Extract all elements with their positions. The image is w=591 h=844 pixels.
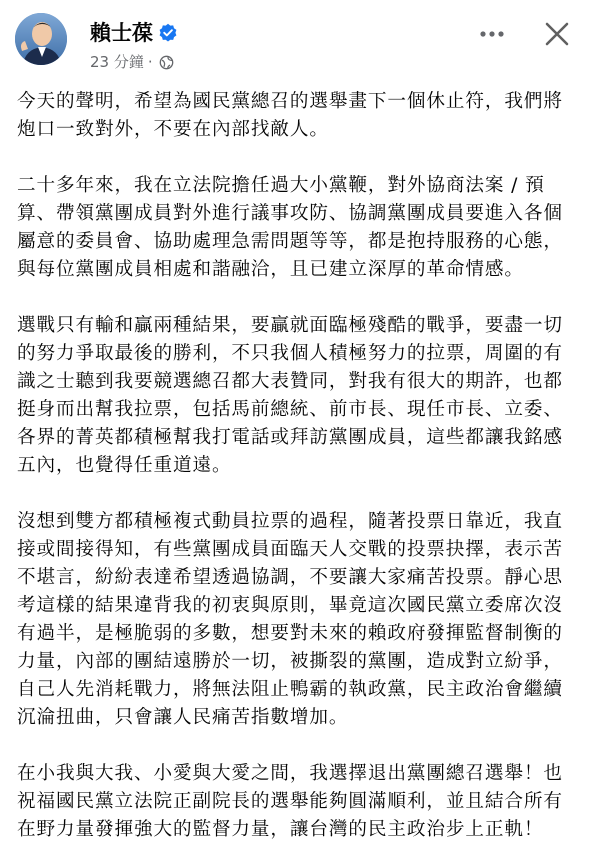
- post-time[interactable]: 23 分鐘: [90, 53, 144, 71]
- post-paragraph: 在小我與大我、小愛與大愛之間，我選擇退出黨團總召選舉！也祝福國民黨立法院正副院長的選舉能夠圓滿順利，並且結合所有在野力量發揮強大的監督力量，讓台灣的民主政治步上正軌！: [17, 763, 563, 840]
- post-meta: [90, 52, 174, 72]
- post-body: [17, 88, 577, 844]
- close-icon[interactable]: [540, 17, 574, 51]
- post-paragraph: 今天的聲明，希望為國民黨總召的選舉畫下一個休止符，我們將炮口一致對外，不要在內部找敵人。: [17, 91, 563, 140]
- meta-separator: ·: [147, 53, 153, 71]
- more-horizontal-icon[interactable]: [476, 18, 508, 50]
- avatar-photo: [15, 13, 67, 65]
- post-paragraph: 選戰只有輸和贏兩種結果，要贏就面臨極殘酷的戰爭，要盡一切的努力爭取最後的勝利，不只我個人積極努力的拉票，周圍的有識之士聽到我要競選總召都大表贊同，對我有很大的期許，也都挺身而出幫我拉票，包括馬前總統、前市長、現任市長、立委、各界的菁英都積極幫我打電話或拜訪黨團成員，這些都讓我銘感五內，也覺得任重道遠。: [17, 315, 563, 476]
- author-avatar[interactable]: [15, 13, 67, 65]
- author-name[interactable]: 賴士葆: [90, 21, 153, 45]
- post-paragraph: 二十多年來，我在立法院擔任過大小黨鞭，對外協商法案 / 預算、帶領黨團成員對外進行議事攻防、協調黨團成員要進入各個屬意的委員會、協助處理急需問題等等，都是抱持服務的心態，與每位黨團成員相處和諧融洽，且已建立深厚的革命情感。: [17, 175, 563, 280]
- post-paragraph: 沒想到雙方都積極複式動員拉票的過程，隨著投票日靠近，我直接或間接得知，有些黨團成員面臨天人交戰的投票抉擇，表示苦不堪言，紛紛表達希望透過協調，不要讓大家痛苦投票。靜心思考這樣的結果違背我的初衷與原則，畢竟這次國民黨立委席次沒有過半，是極脆弱的多數，想要對未來的賴政府發揮監督制衡的力量，內部的團結遠勝於一切，被撕裂的黨團，造成對立紛爭，自己人先消耗戰力，將無法阻止鴨霸的執政黨，民主政治會繼續沉淪扭曲，只會讓人民痛苦指數增加。: [17, 511, 563, 728]
- verified-badge-icon: [158, 23, 178, 43]
- post-header: [0, 0, 591, 78]
- globe-icon[interactable]: [159, 55, 174, 70]
